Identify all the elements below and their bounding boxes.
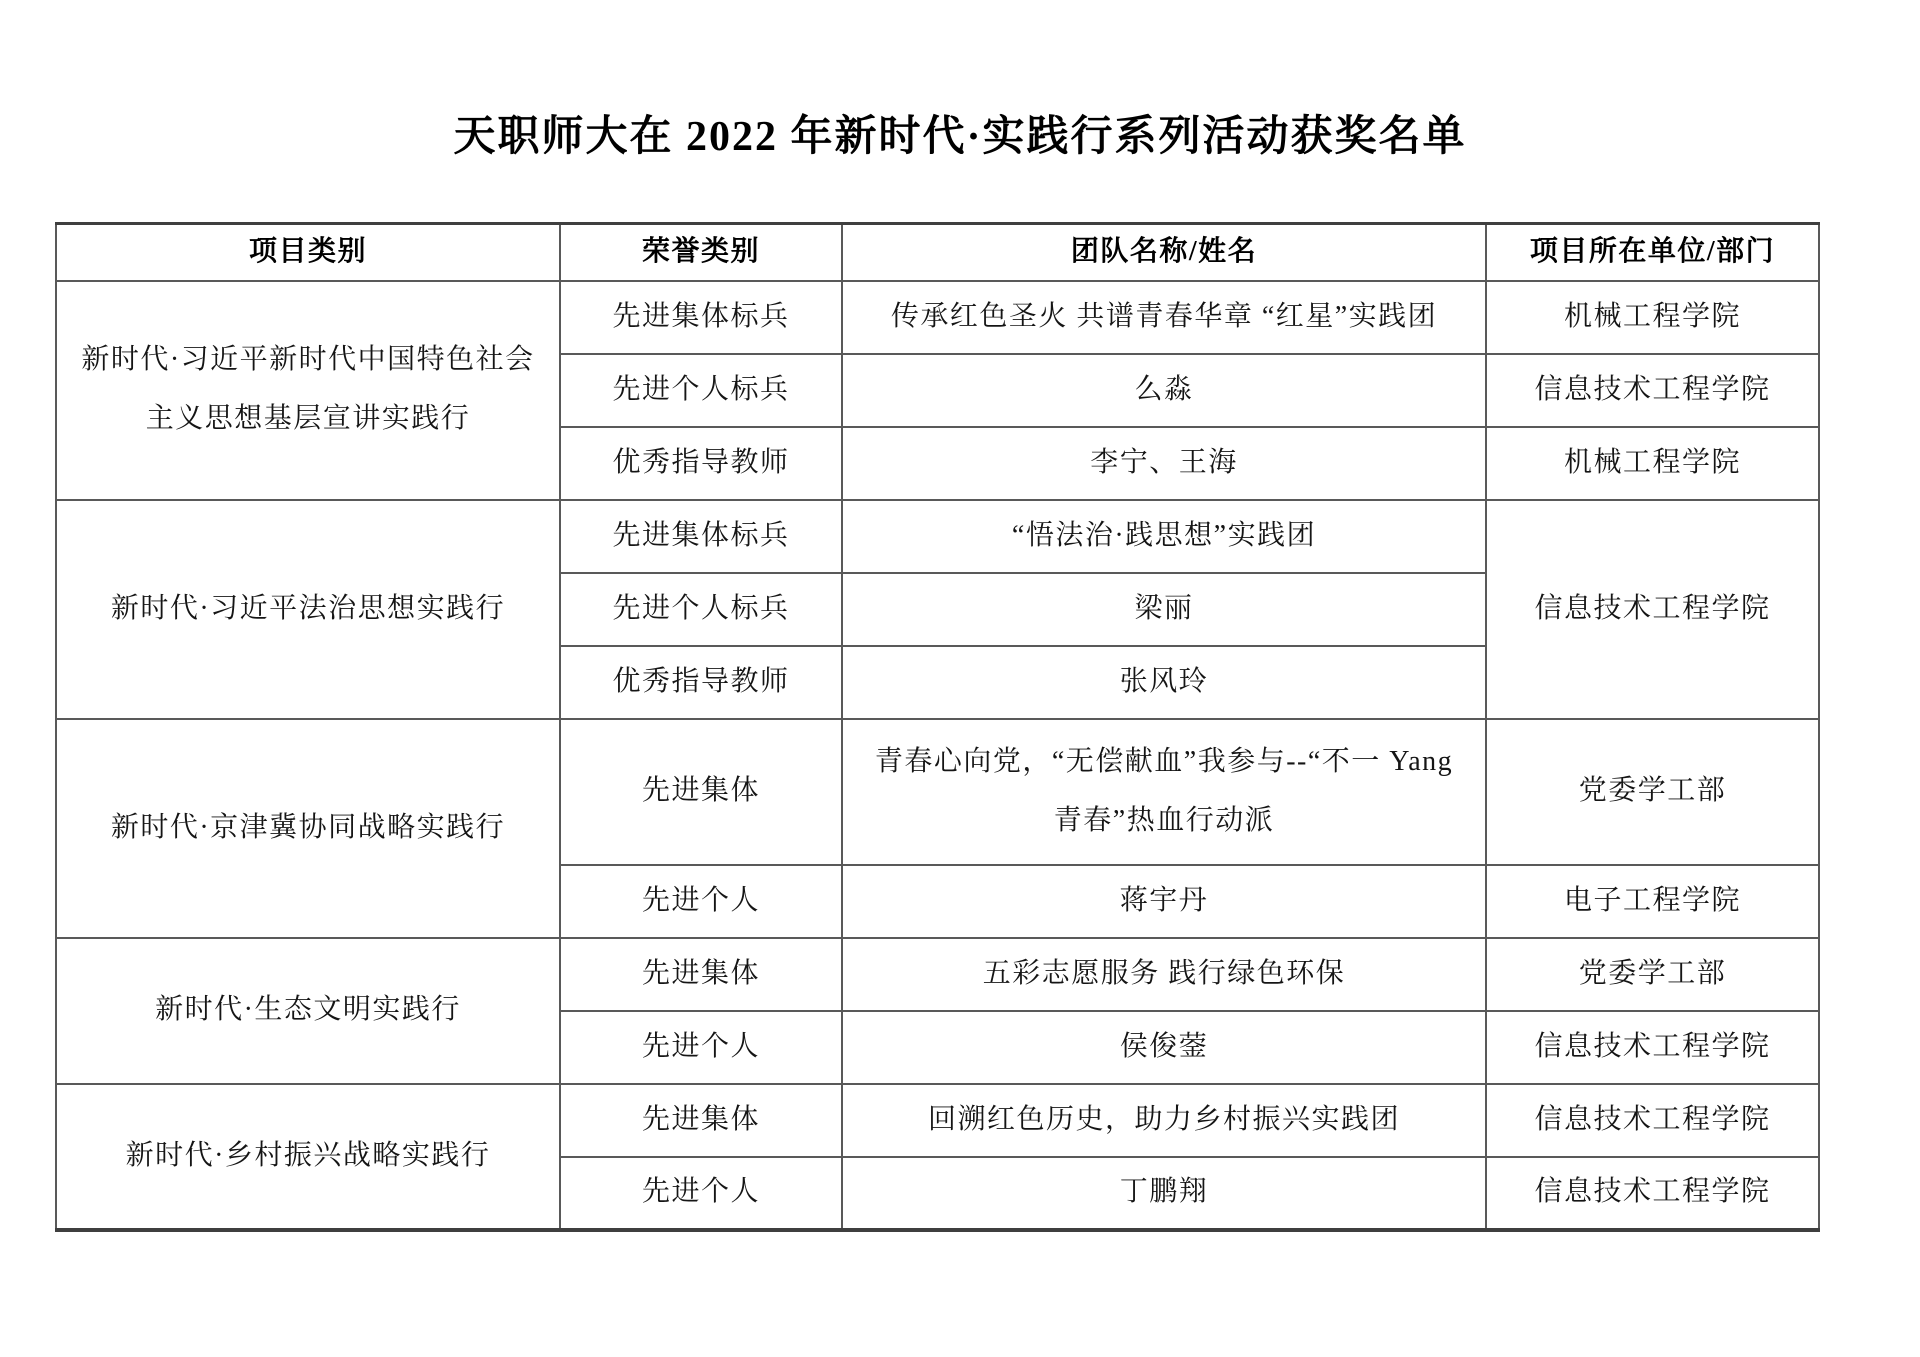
honor-cell: 优秀指导教师 <box>560 427 842 500</box>
honor-cell: 先进个人标兵 <box>560 354 842 427</box>
document-title: 天职师大在 2022 年新时代·实践行系列活动获奖名单 <box>453 114 1467 160</box>
unit-cell: 信息技术工程学院 <box>1486 1157 1819 1230</box>
name-cell: 么淼 <box>842 354 1486 427</box>
unit-cell: 信息技术工程学院 <box>1486 354 1819 427</box>
honor-cell: 先进个人 <box>560 1011 842 1084</box>
unit-cell: 党委学工部 <box>1486 719 1819 865</box>
name-cell: 传承红色圣火 共谱青春华章 “红星”实践团 <box>842 281 1486 354</box>
honor-cell: 先进个人 <box>560 1157 842 1230</box>
honor-cell: 先进集体标兵 <box>560 500 842 573</box>
honor-cell: 先进个人标兵 <box>560 573 842 646</box>
name-cell: 侯俊蓥 <box>842 1011 1486 1084</box>
header-cell-honor: 荣誉类别 <box>560 224 842 281</box>
header-cell-category: 项目类别 <box>56 224 560 281</box>
category-cell: 新时代·京津冀协同战略实践行 <box>56 719 560 938</box>
table-row <box>56 281 1819 354</box>
header-row <box>56 224 1819 281</box>
name-cell: 青春心向党，“无偿献血”我参与--“不一 Yang 青春”热血行动派 <box>842 719 1486 865</box>
table-row <box>56 938 1819 1011</box>
header-cell-unit: 项目所在单位/部门 <box>1486 224 1819 281</box>
name-cell: 李宁、王海 <box>842 427 1486 500</box>
honor-cell: 优秀指导教师 <box>560 646 842 719</box>
name-cell: 回溯红色历史，助力乡村振兴实践团 <box>842 1084 1486 1157</box>
table-row <box>56 719 1819 865</box>
name-cell: 丁鹏翔 <box>842 1157 1486 1230</box>
honor-cell: 先进集体 <box>560 719 842 865</box>
honor-cell: 先进个人 <box>560 865 842 938</box>
category-cell: 新时代·习近平新时代中国特色社会主义思想基层宣讲实践行 <box>56 281 560 500</box>
unit-cell: 机械工程学院 <box>1486 427 1819 500</box>
unit-cell: 机械工程学院 <box>1486 281 1819 354</box>
unit-cell: 党委学工部 <box>1486 938 1819 1011</box>
unit-cell: 信息技术工程学院 <box>1486 1084 1819 1157</box>
name-cell: 蒋宇丹 <box>842 865 1486 938</box>
table-row <box>56 500 1819 573</box>
category-cell: 新时代·乡村振兴战略实践行 <box>56 1084 560 1230</box>
name-cell: 张风玲 <box>842 646 1486 719</box>
unit-cell: 信息技术工程学院 <box>1486 500 1819 719</box>
unit-cell: 信息技术工程学院 <box>1486 1011 1819 1084</box>
name-cell: “悟法治·践思想”实践团 <box>842 500 1486 573</box>
header-cell-name: 团队名称/姓名 <box>842 224 1486 281</box>
name-cell: 梁丽 <box>842 573 1486 646</box>
honor-cell: 先进集体 <box>560 938 842 1011</box>
awards-table <box>55 222 1820 1232</box>
category-cell: 新时代·生态文明实践行 <box>56 938 560 1084</box>
name-cell: 五彩志愿服务 践行绿色环保 <box>842 938 1486 1011</box>
unit-cell: 电子工程学院 <box>1486 865 1819 938</box>
category-cell: 新时代·习近平法治思想实践行 <box>56 500 560 719</box>
honor-cell: 先进集体 <box>560 1084 842 1157</box>
honor-cell: 先进集体标兵 <box>560 281 842 354</box>
table-row <box>56 1084 1819 1157</box>
